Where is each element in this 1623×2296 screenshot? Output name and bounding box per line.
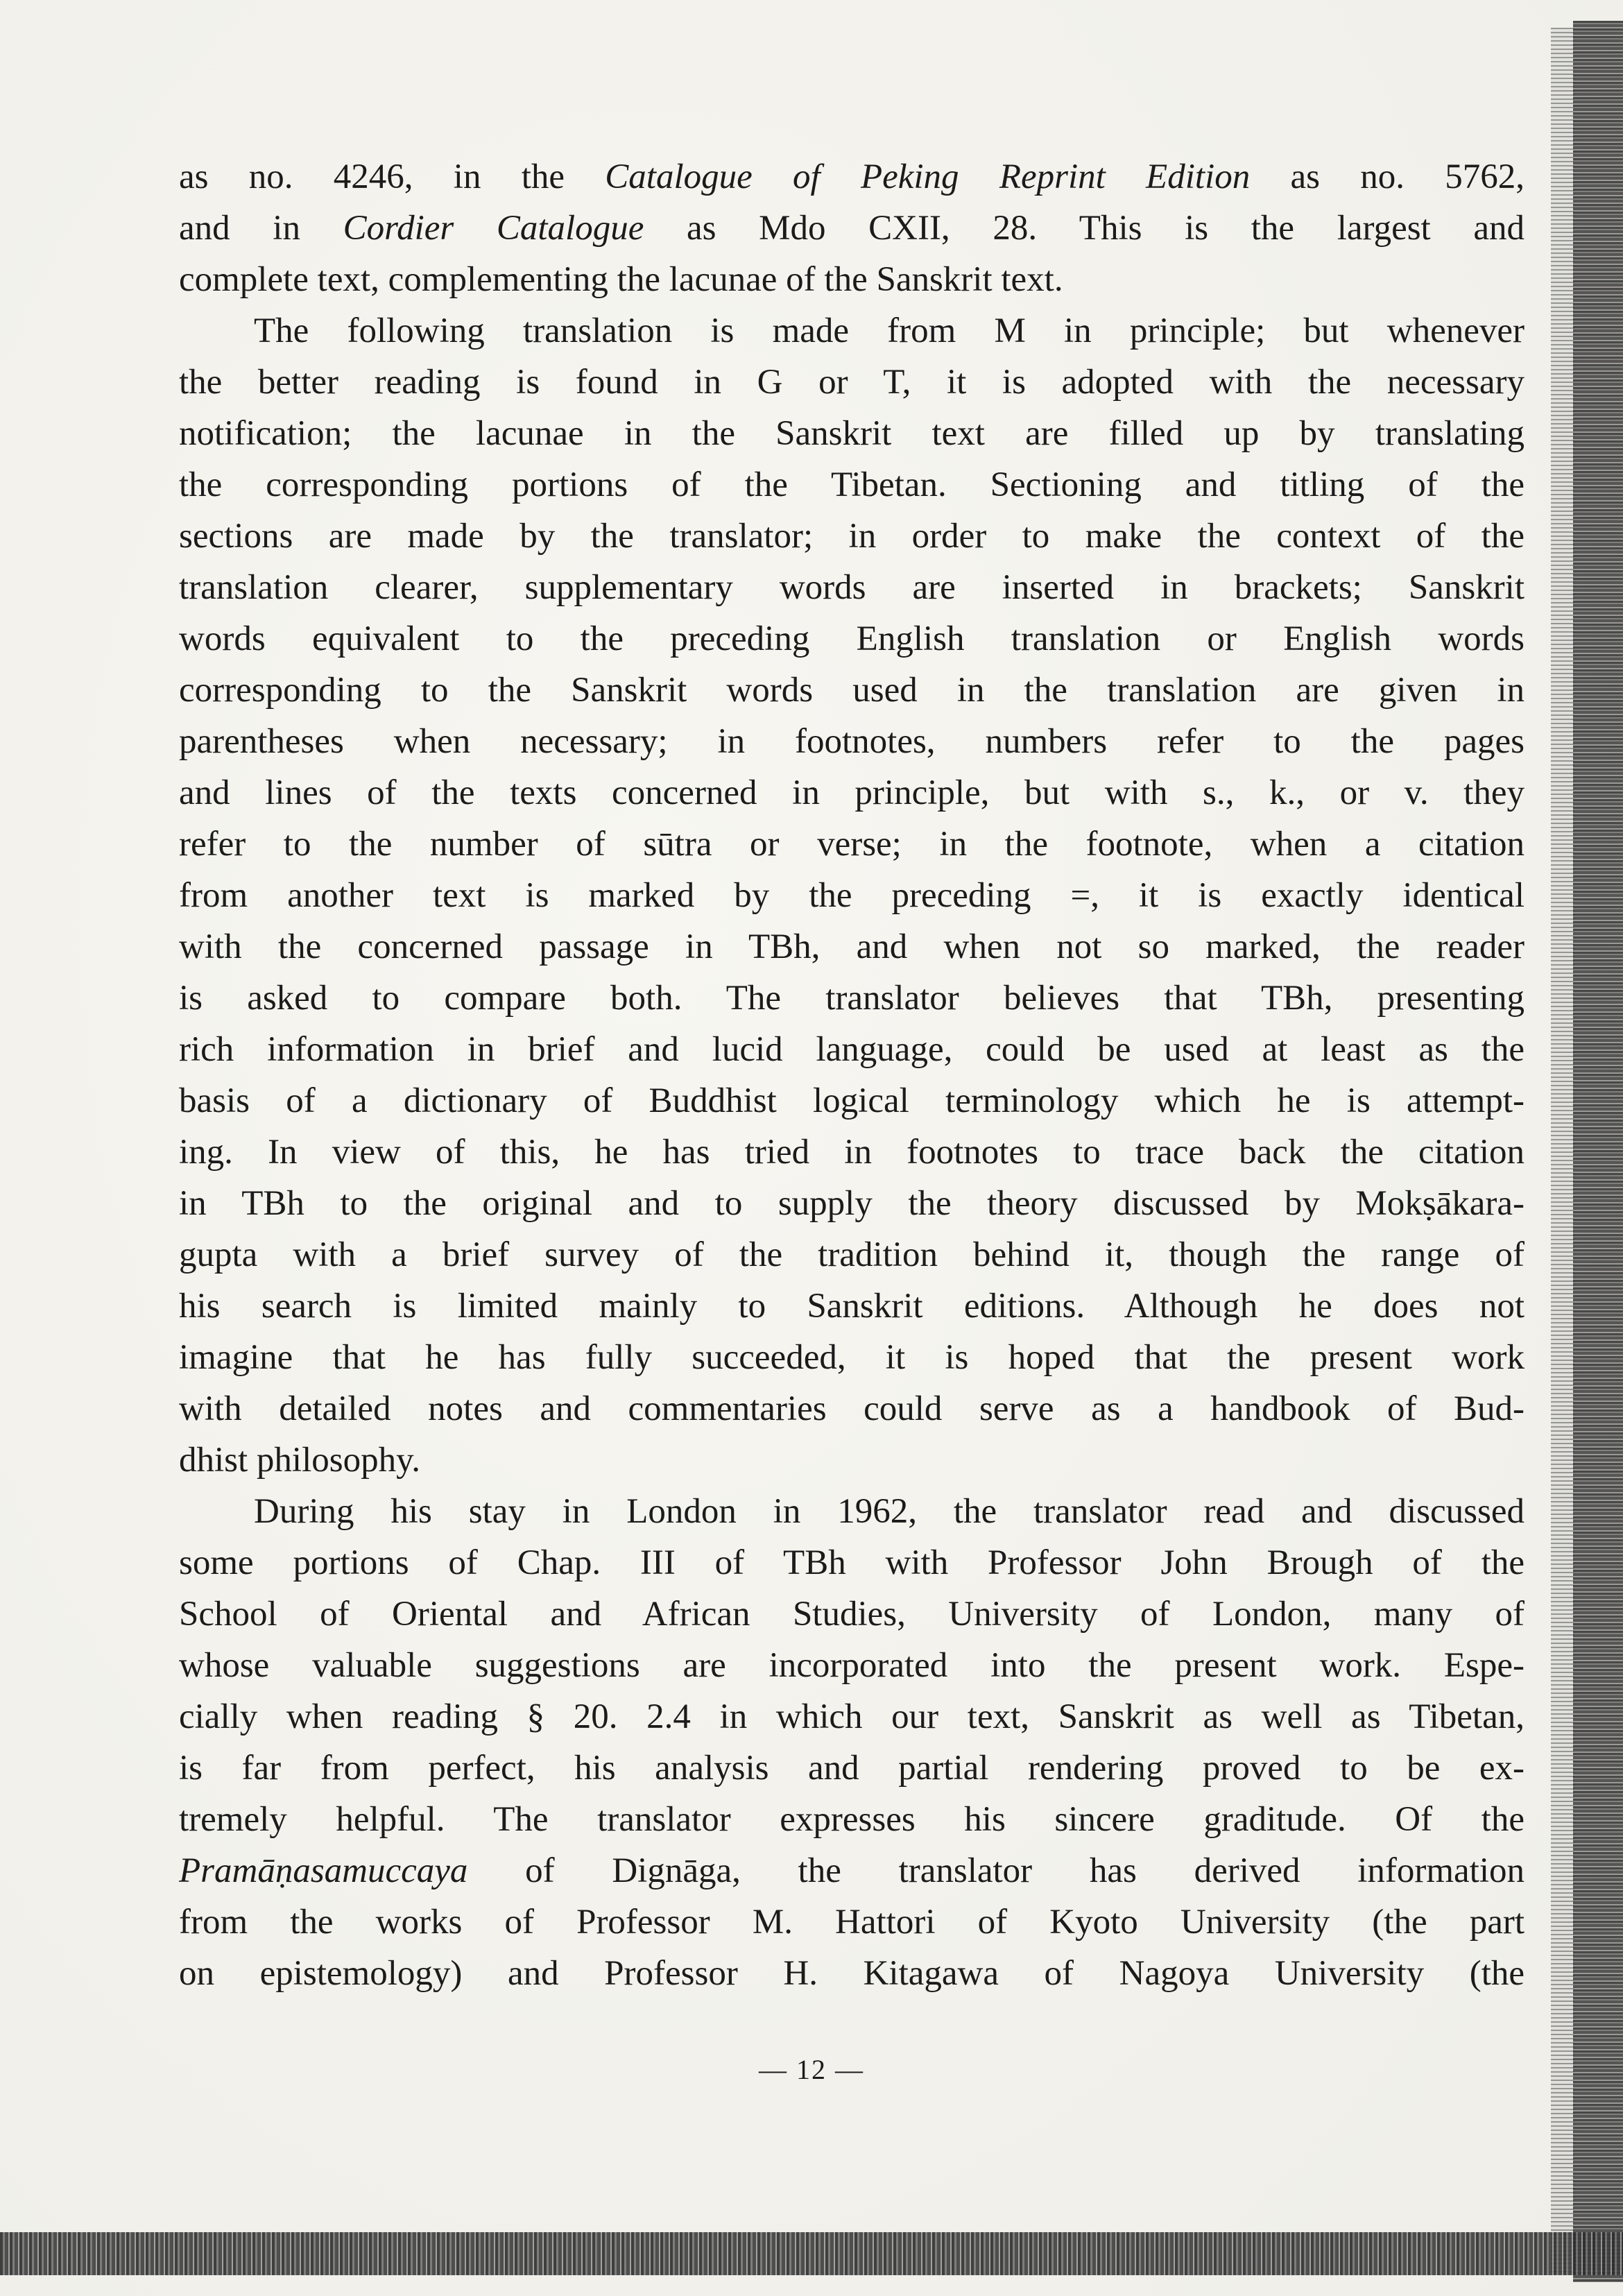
text-line: the better reading is found in G or T, it is adopted with the necessary [179,363,1525,402]
scan-edge-shadow [1551,28,1574,2275]
text-line: whose valuable suggestions are incorporated into the present work. Espe- [179,1646,1525,1685]
text-line: notification; the lacunae in the Sanskrit text are filled up by translating [179,414,1525,453]
text-line: dhist philosophy. [179,1441,421,1480]
body-text [179,151,1525,1999]
page-number: — 12 — [759,2054,864,2085]
text-line: corresponding to the Sanskrit words used in the translation are given in [179,671,1525,710]
text-line: words equivalent to the preceding English translation or English words [179,619,1525,658]
text-line: on epistemology) and Professor H. Kitagawa of Nagoya University (the [179,1954,1525,1993]
text-line: parentheses when necessary; in footnotes, numbers refer to the pages [179,722,1525,761]
text-line: from another text is marked by the preceding =, it is exactly identical [179,876,1525,915]
text-line: basis of a dictionary of Buddhist logical terminology which he is attempt- [179,1081,1525,1120]
text-line: imagine that he has fully succeeded, it is hoped that the present work [179,1338,1525,1377]
text-line: translation clearer, supplementary words are inserted in brackets; Sanskrit [179,568,1525,607]
text-line: refer to the number of sūtra or verse; in the footnote, when a citation [179,825,1525,864]
paragraph-start-line: During his stay in London in 1962, the translator read and discussed [254,1492,1525,1531]
text-line: the corresponding portions of the Tibetan. Sectioning and titling of the [179,465,1525,504]
text-line: gupta with a brief survey of the tradition behind it, though the range of [179,1235,1525,1274]
text-line: from the works of Professor M. Hattori of Kyoto University (the part [179,1903,1525,1942]
text-line: as no. 4246, in the Catalogue of Peking Reprint Edition as no. 5762, [179,157,1525,196]
text-line: and lines of the texts concerned in principle, but with s., k., or v. they [179,773,1525,812]
text-line: his search is limited mainly to Sanskrit editions. Although he does not [179,1287,1525,1326]
scan-right-edge [1573,21,1623,2282]
text-line: and in Cordier Catalogue as Mdo CXII, 28. This is the largest and [179,209,1525,248]
text-line: is far from perfect, his analysis and partial rendering proved to be ex- [179,1749,1525,1788]
text-line: complete text, complementing the lacunae of the Sanskrit text. [179,260,1063,299]
text-line: sections are made by the translator; in order to make the context of the [179,517,1525,556]
text-line: with the concerned passage in TBh, and when not so marked, the reader [179,927,1525,966]
scan-bottom-edge [0,2232,1623,2275]
text-line: is asked to compare both. The translator believes that TBh, presenting [179,979,1525,1018]
text-line: ing. In view of this, he has tried in footnotes to trace back the citation [179,1133,1525,1172]
text-line: School of Oriental and African Studies, University of London, many of [179,1595,1525,1634]
text-line: rich information in brief and lucid language, could be used at least as the [179,1030,1525,1069]
text-line: in TBh to the original and to supply the theory discussed by Mokṣākara- [179,1184,1525,1223]
text-line: Pramāṇasamuccaya of Dignāga, the translator has derived information [179,1851,1525,1890]
text-line: tremely helpful. The translator expresses his sincere graditude. Of the [179,1800,1525,1839]
text-line: cially when reading § 20. 2.4 in which our text, Sanskrit as well as Tibetan, [179,1697,1525,1736]
text-line: with detailed notes and commentaries could serve as a handbook of Bud- [179,1389,1525,1428]
paragraph-start-line: The following translation is made from M in principle; but whenever [254,311,1525,350]
text-line: some portions of Chap. III of TBh with Professor John Brough of the [179,1543,1525,1582]
